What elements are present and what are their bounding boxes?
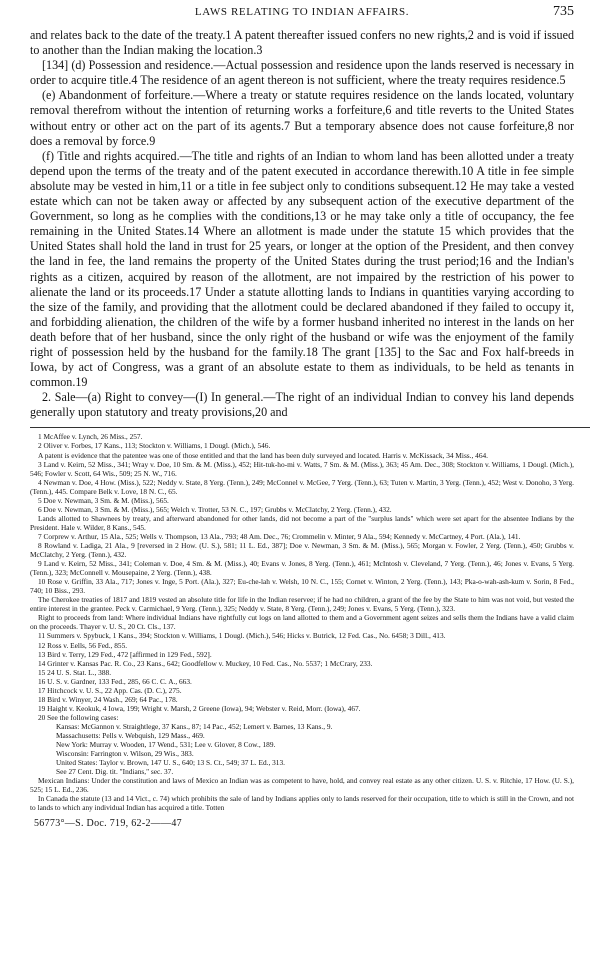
case-list-item: Kansas: McGannon v. Straightlege, 37 Kans., 87; 14 Pac., 452; Lemert v. Barnes, 13 Kans., 9.	[56, 721, 333, 731]
footnote: A patent is evidence that the patentee was one of those entitled and that the land has been duly surveyed and located. Harris v. McKissack, 34 Miss., 464.	[38, 450, 489, 460]
footnote: 12 Ross v. Eells, 56 Fed., 855.	[38, 640, 128, 650]
case-list-item: New York: Murray v. Wooden, 17 Wend., 531; Lee v. Glover, 8 Cow., 189.	[56, 740, 276, 750]
paragraph: (e) Abandonment of forfeiture.—Where a treaty or statute requires residence on the lands located, voluntary removal therefrom without the intention of returning works a forfeiture,6 and title reverts to the United States without entry or other act on the part of its agents.7 But a temporary absence does not cause forfeiture,8 nor does a removal by force.9	[30, 88, 574, 148]
case-list-item: Wisconsin: Farrington v. Wilson, 29 Wis., 383.	[56, 749, 194, 759]
footnote: The Cherokee treaties of 1817 and 1819 vested an absolute title for life in the Indian reservee; if he had no children, a grant of the fee by the State to him was not void, but vested the entire interest in the grantee. Peck v. Carmichael, 9 Yerg. (Tenn.), 325; Neddy v. State, 8 Yerg. (Tenn.), 249; Jones v. Evans, 5 Yerg. (Tenn.), 323.	[30, 595, 574, 614]
footnote: 7 Corprew v. Arthur, 15 Ala., 525; Wells v. Thompson, 13 Ala., 793; 48 Am. Dec., 76; Crommelin v. Minter, 9 Ala., 594; Kennedy v. McCartney, 4 Port. (Ala.), 141.	[38, 531, 521, 541]
footnote: 18 Bird v. Winyer, 24 Wash., 269; 64 Pac., 178.	[38, 694, 178, 704]
footnote: 2 Oliver v. Forbes, 17 Kans., 113; Stockton v. Williams, 1 Dougl. (Mich.), 546.	[38, 441, 271, 451]
paragraph: [134] (d) Possession and residence.—Actual possession and residence upon the lands reserved is necessary in order to acquire title.4 The residence of an agent thereon is not sufficient, where the treaty requires residence.5	[30, 58, 574, 88]
case-list-item: See 27 Cent. Dig. tit. "Indians," sec. 37.	[56, 767, 174, 777]
footnote: 17 Hitchcock v. U. S., 22 App. Cas. (D. C.), 275.	[38, 685, 182, 695]
case-list-item: United States: Taylor v. Brown, 147 U. S., 640; 13 S. Ct., 549; 37 L. Ed., 313.	[56, 758, 285, 768]
footnote: 5 Doe v. Newman, 3 Sm. & M. (Miss.), 565.	[38, 495, 169, 505]
case-list-item: Massachusetts: Pells v. Webquish, 129 Mass., 469.	[56, 730, 205, 740]
footnote: Lands allotted to Shawnees by treaty, and afterward abandoned for other lands, did not become a part of the "surplus lands" which were set apart for the absentee Indians by the President. Hale v. Wilder, 8 Kans., 545.	[30, 513, 574, 532]
footnote: 15 24 U. S. Stat. L., 388.	[38, 667, 112, 677]
footnote: 6 Doe v. Newman, 3 Sm. & M. (Miss.), 565; Welch v. Trotter, 53 N. C., 197; Grubbs v. McClatchy, 2 Yerg. (Tenn.), 432.	[38, 504, 392, 514]
printer-signature: 56773°—S. Doc. 719, 62-2——47	[34, 818, 182, 830]
footnotes	[30, 432, 574, 812]
main-text	[30, 28, 574, 420]
footnote: 10 Rose v. Griffin, 33 Ala., 717; Jones v. Inge, 5 Port. (Ala.), 327; Eu-che-lah v. Welsh, 10 N. C., 155; Cornet v. Winton, 2 Yerg. (Tenn.), 143; Pka-o-wah-ash-kum v. Sorin, 8 Fed., 740; 10 Biss., 293.	[30, 577, 574, 596]
footnote-divider	[30, 427, 590, 428]
running-title: LAWS RELATING TO INDIAN AFFAIRS.	[194, 6, 410, 18]
running-header	[30, 6, 574, 22]
footnote: 4 Newman v. Doe, 4 How. (Miss.), 522; Neddy v. State, 8 Yerg. (Tenn.), 249; McConnel v. McGee, 7 Yerg. (Tenn.), 63; Tuten v. Martin, 3 Yerg. (Tenn.), 452; West v. Donoho, 3 Yerg. (Tenn.), 445. Compare Belk v. Love, 18 N. C., 65.	[30, 477, 574, 496]
footnote: 14 Grinter v. Kansas Pac. R. Co., 23 Kans., 642; Goodfellow v. Muckey, 10 Fed. Cas., No. 5537; 1 McCrary, 233.	[38, 658, 373, 668]
footnote: Mexican Indians: Under the constitution and laws of Mexico an Indian was as competent to have, hold, and convey real estate as any other citizen. U. S. v. Ritchie, 17 How. (U. S.), 525; 15 L. Ed., 236.	[30, 776, 574, 795]
paragraph: (f) Title and rights acquired.—The title and rights of an Indian to whom land has been allotted under a treaty depend upon the terms of the treaty and of the patent executed in accordance therewith.10 A title in fee simple absolute may be vested in him,11 or a title in fee subject only to conditions subsequent.12 He may take a vested estate which can not be taken away or affected by any subsequent action of the executive department of the Government, so long as he complies with the conditions,13 or he may take only a title of occupancy, the fee remaining in the United States.14 Where an allotment is made under the statute 15 which provides that the United States shall hold the land in trust for 25 years, or longer at the option of the President, and then convey the land in fee, the land remains the property of the United States during the trust period;16 and the Indian's rights as a citizen, acquired by reason of the allotment, are not impaired by the restriction of his power to alienate the land or its proceeds.17 Under a statute allotting lands to Indians in quantities varying according to the size of the family, and providing that the allotment could be declared abandoned if they failed to occupy it, and forbidding alienation, the children of the wife by a former husband inherited no interest in the lands on her death before that of her husband, since the only right of the husband or wife was the enjoyment of the family right of possession held by the husband for the family.18 The grant [135] to the Sac and Fox half-breeds in Iowa, by act of Congress, was a grant of an absolute estate to them as individuals, to be held as tenants in common.19	[30, 148, 574, 390]
footnote: 13 Bird v. Terry, 129 Fed., 472 [affirmed in 129 Fed., 592].	[38, 649, 212, 659]
paragraph: and relates back to the date of the treaty.1 A patent thereafter issued confers no new rights,2 and is void if issued to another than the Indian making the location.3	[30, 28, 574, 58]
footnote: 1 McAffee v. Lynch, 26 Miss., 257.	[38, 432, 143, 442]
footnote: 16 U. S. v. Gardner, 133 Fed., 285, 66 C. C. A., 663.	[38, 676, 192, 686]
footnote: 3 Land v. Keirn, 52 Miss., 341; Wray v. Doe, 10 Sm. & M. (Miss.), 452; Hit-tuk-ho-mi v. Watts, 7 Sm. & M. (Miss.), 363; 45 Am. Dec., 308; Stockton v. Williams, 1 Dougl. (Mich.), 546; Fowler v. Scott, 64 Wis., 509; 25 N. W., 716.	[30, 459, 574, 478]
page-number: 735	[553, 4, 574, 19]
footnote: Right to proceeds from land: Where individual Indians have rightfully cut logs on land allotted to them and a Government agent seizes and sells them the Indians have a valid claim on the proceeds. Thayer v. U. S., 20 Ct. Cls., 137.	[30, 613, 574, 632]
footnote: 20 See the following cases:	[38, 712, 119, 722]
paragraph: 2. Sale—(a) Right to convey—(I) In general.—The right of an individual Indian to convey his land depends generally upon statutory and treaty provisions,20 and	[30, 390, 574, 420]
footnote: 11 Summers v. Spybuck, 1 Kans., 394; Stockton v. Williams, 1 Dougl. (Mich.), 546; Hicks v. Butrick, 12 Fed. Cas., No. 6458; 3 Dill., 413.	[38, 631, 446, 641]
footnote: 8 Rowland v. Ladiga, 21 Ala., 9 [reversed in 2 How. (U. S.), 581; 11 L. Ed., 387]; Doe v. Newman, 3 Sm. & M. (Miss.), 565; Morgan v. Fowler, 2 Yerg. (Tenn.), 450; Grubbs v. McClatchy, 2 Yerg. (Tenn.), 432.	[30, 541, 574, 560]
footnote: In Canada the statute (13 and 14 Vict., c. 74) which prohibits the sale of land by Indians applies only to lands reserved for their occupation, title to which is still in the Crown, and not to lands to which any individual Indian has acquired a title. Totten	[30, 794, 574, 813]
footnote: 9 Land v. Keirn, 52 Miss., 341; Coleman v. Doe, 4 Sm. & M. (Miss.), 40; Evans v. Jones, 8 Yerg. (Tenn.), 461; McIntosh v. Cleveland, 7 Yerg. (Tenn.), 46; Jones v. Evans, 5 Yerg. (Tenn.), 323; McConnell v. Mousepaine, 2 Yerg. (Tenn.), 438.	[30, 559, 574, 578]
footnote: 19 Haight v. Keokuk, 4 Iowa, 199; Wright v. Marsh, 2 Greene (Iowa), 94; Webster v. Reid, Morr. (Iowa), 467.	[38, 703, 361, 713]
